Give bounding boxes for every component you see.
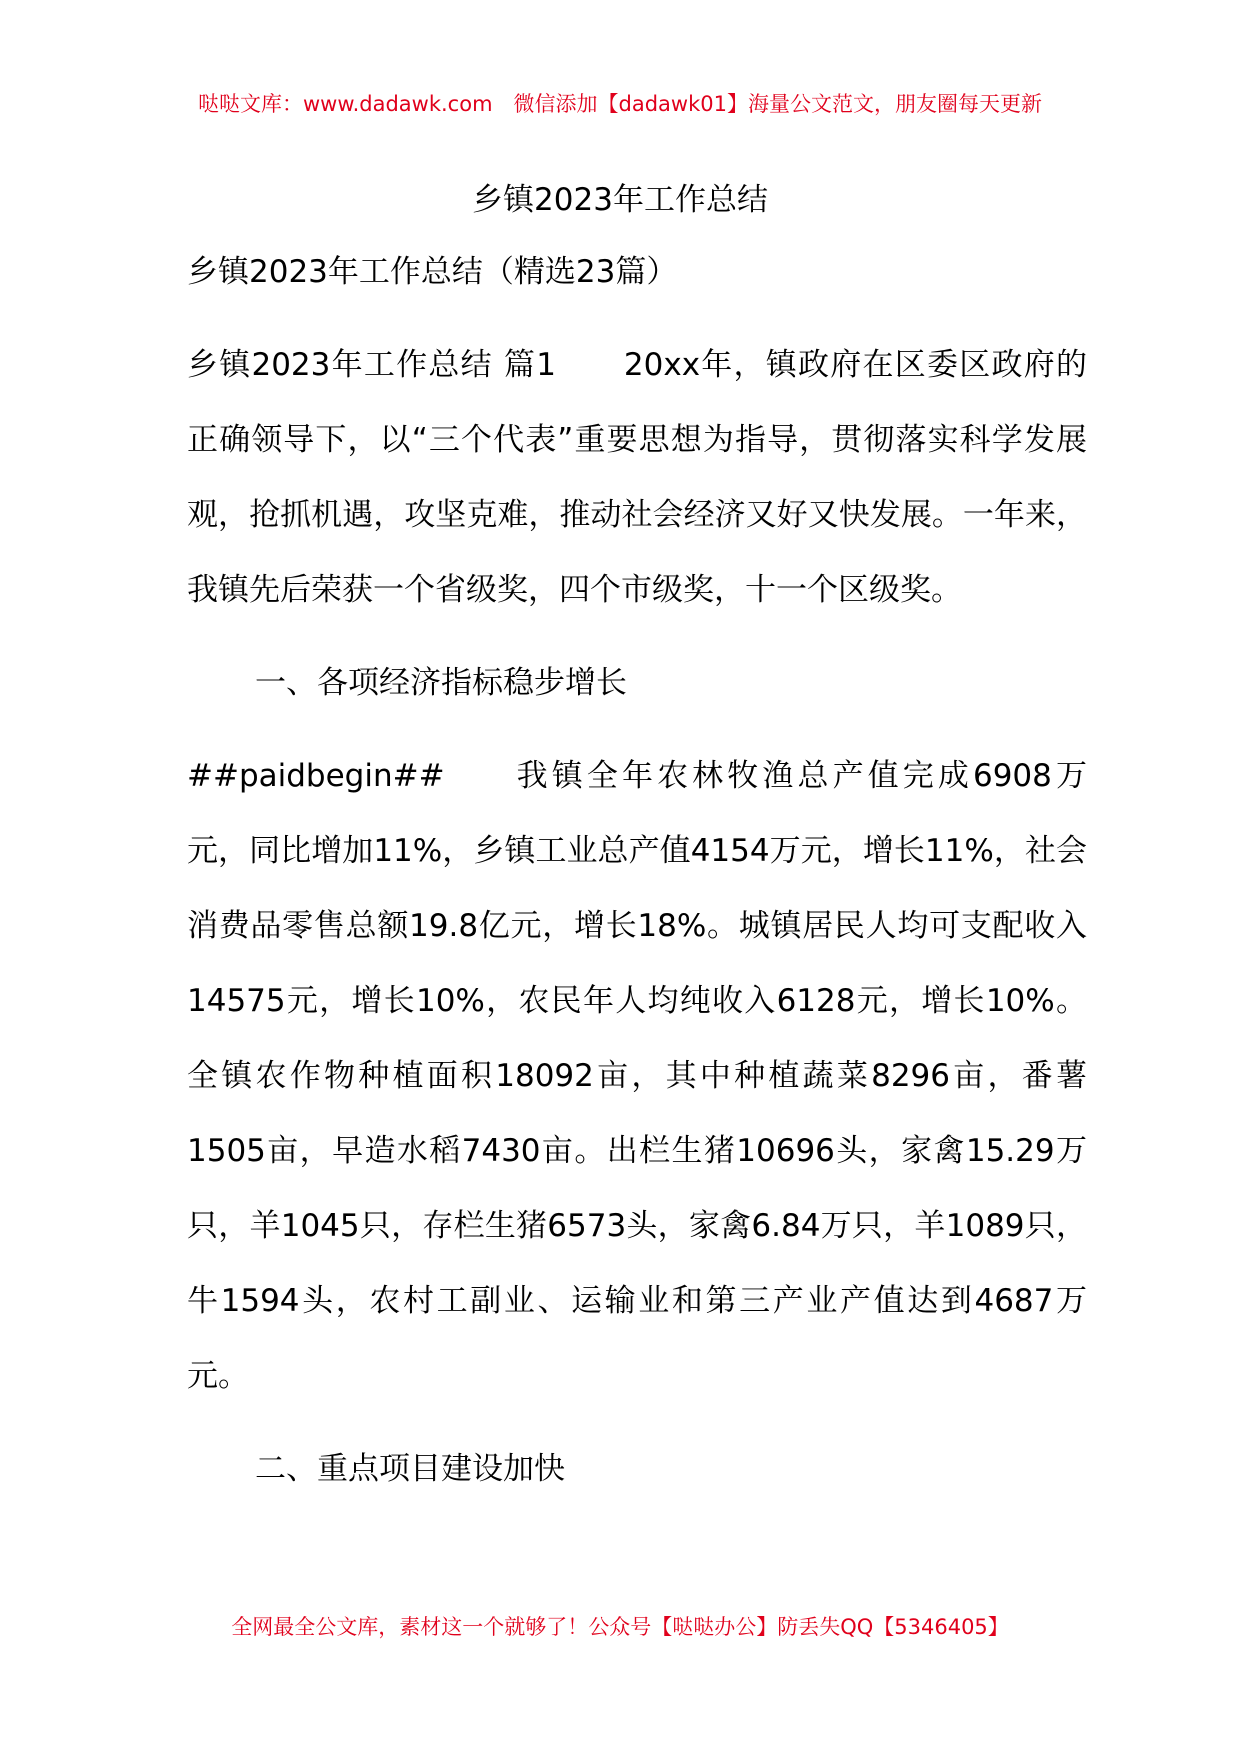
header-banner: 哒哒文库：www.dadawk.com 微信添加【dadawk01】海量公文范文，朋友圈每天更新 (198, 92, 1042, 116)
heading-key-projects: 二、重点项目建设加快 (255, 1451, 565, 1487)
economic-body: 我镇全年农林牧渔总产值完成6908万元，同比增加11%，乡镇工业总产值4154万元，增长11%，社会消费品零售总额19.8亿元，增长18%。城镇居民人均可支配收入14575元，增长10%，农民年人均纯收入6128元，增长10%。全镇农作物种植面积18092亩，其中种植蔬菜8296亩，番薯1505亩，早造水稻7430亩。出栏生猪10696头，家禽15.29万只，羊1045只，存栏生猪6573头，家禽6.84万只，羊1089只，牛1594头，农村工副业、运输业和第三产业产值达到4687万元。 (187, 758, 1087, 1394)
document-body (187, 235, 1087, 1525)
section-1-label: 乡镇2023年工作总结 篇1 (187, 347, 556, 383)
economic-paragraph (187, 739, 1087, 1414)
subtitle: 乡镇2023年工作总结（精选23篇） (187, 254, 678, 290)
heading-economic-indicators: 一、各项经济指标稳步增长 (255, 665, 627, 701)
section-1-paragraph (187, 328, 1087, 628)
paid-marker: ##paidbegin## (187, 758, 445, 794)
footer-banner: 全网最全公文库，素材这一个就够了！公众号【哒哒办公】防丢失QQ【5346405】 (231, 1615, 1009, 1639)
document-title: 乡镇2023年工作总结 (472, 182, 768, 218)
section-1-body: 20xx年，镇政府在区委区政府的正确领导下，以“三个代表”重要思想为指导，贯彻落实科学发展观，抢抓机遇，攻坚克难，推动社会经济又好又快发展。一年来，我镇先后荣获一个省级奖，四个市级奖，十一个区级奖。 (187, 347, 1087, 608)
